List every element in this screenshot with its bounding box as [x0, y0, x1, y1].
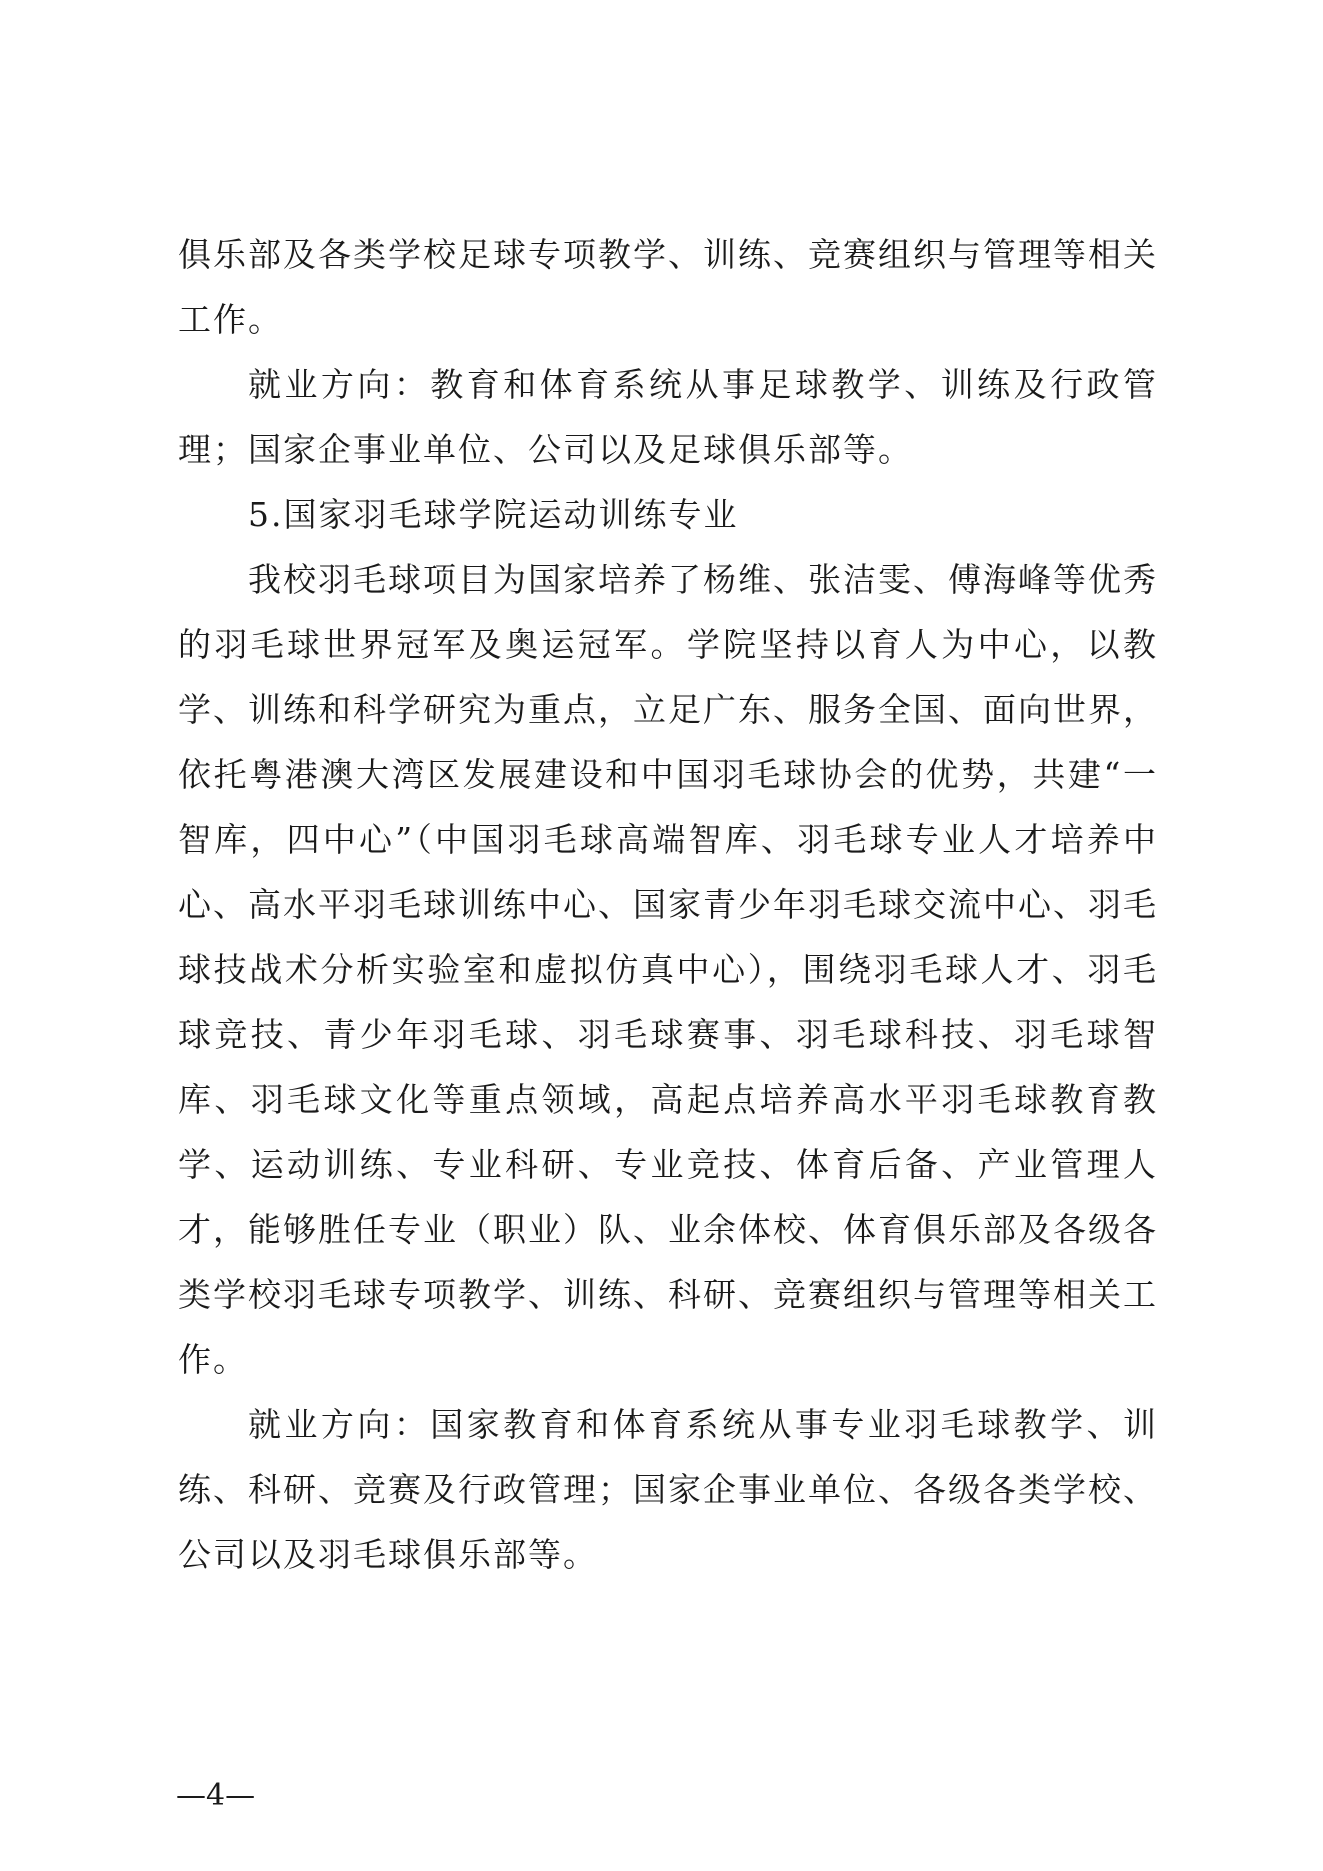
- paragraph-continuation: 俱乐部及各类学校足球专项教学、训练、竞赛组织与管理等相关工作。: [178, 235, 1158, 339]
- section-heading-badminton: 5.国家羽毛球学院运动训练专业: [248, 495, 739, 534]
- paragraph-employment-badminton: 就业方向：国家教育和体育系统从事专业羽毛球教学、训练、科研、竞赛及行政管理；国家企事业单位、各级各类学校、公司以及羽毛球俱乐部等。: [178, 1405, 1158, 1574]
- page-number: —4—: [176, 1778, 256, 1813]
- paragraph-badminton-intro: 我校羽毛球项目为国家培养了杨维、张洁雯、傅海峰等优秀的羽毛球世界冠军及奥运冠军。学院坚持以育人为中心，以教学、训练和科学研究为重点，立足广东、服务全国、面向世界，依托粤港澳大湾区发展建设和中国羽毛球协会的优势，共建“一智库，四中心”（中国羽毛球高端智库、羽毛球专业人才培养中心、高水平羽毛球训练中心、国家青少年羽毛球交流中心、羽毛球技战术分析实验室和虚拟仿真中心），围绕羽毛球人才、羽毛球竞技、青少年羽毛球、羽毛球赛事、羽毛球科技、羽毛球智库、羽毛球文化等重点领域，高起点培养高水平羽毛球教育教学、运动训练、专业科研、专业竞技、体育后备、产业管理人才，能够胜任专业（职业）队、业余体校、体育俱乐部及各级各类学校羽毛球专项教学、训练、科研、竞赛组织与管理等相关工作。: [178, 560, 1158, 1379]
- document-body: [178, 222, 1158, 1587]
- paragraph-employment-football: 就业方向：教育和体育系统从事足球教学、训练及行政管理；国家企事业单位、公司以及足球俱乐部等。: [178, 365, 1158, 469]
